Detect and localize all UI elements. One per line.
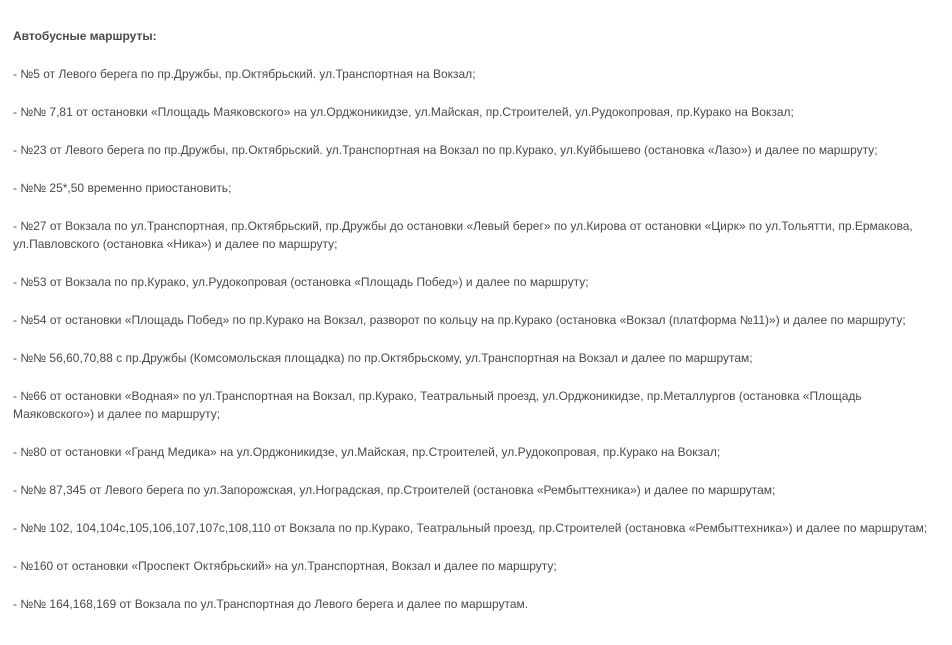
route-item: - №27 от Вокзала по ул.Транспортная, пр.Октябрьский, пр.Дружбы до остановки «Левый берег» по ул.Кирова от остановки «Цирк» по ул.Тольятти, пр.Ермакова, ул.Павловского (остановка «Ника») и далее по маршруту; [13,219,913,251]
route-item: - №№ 56,60,70,88 с пр.Дружбы (Комсомольская площадка) по пр.Октябрьскому, ул.Транспортная на Вокзал и далее по маршрутам; [13,351,753,365]
route-item: - №№ 87,345 от Левого берега по ул.Запорожская, ул.Ноградская, пр.Строителей (остановка «Рембыттехника») и далее по маршрутам; [13,483,776,497]
route-item: - №23 от Левого берега по пр.Дружбы, пр.Октябрьский. ул.Транспортная на Вокзал по пр.Курако, ул.Куйбышево (остановка «Лазо») и далее по маршруту; [13,143,878,157]
route-item: - №№ 102, 104,104с,105,106,107,107с,108,110 от Вокзала по пр.Курако, Театральный проезд, пр.Строителей (остановка «Рембыттехника») и далее по маршрутам; [13,521,928,535]
route-item: - №53 от Вокзала по пр.Курако, ул.Рудокопровая (остановка «Площадь Побед») и далее по маршруту; [13,275,589,289]
route-item: - №№ 164,168,169 от Вокзала по ул.Транспортная до Левого берега и далее по маршрутам. [13,597,529,611]
article-content [13,27,945,633]
route-item: - №5 от Левого берега по пр.Дружбы, пр.Октябрьский. ул.Транспортная на Вокзал; [13,67,476,81]
route-item: - №№ 25*,50 временно приостановить; [13,181,232,195]
route-item: - №№ 7,81 от остановки «Площадь Маяковского» на ул.Орджоникидзе, ул.Майская, пр.Строителей, ул.Рудокопровая, пр.Курако на Вокзал; [13,105,794,119]
route-item: - №54 от остановки «Площадь Побед» по пр.Курако на Вокзал, разворот по кольцу на пр.Курако (остановка «Вокзал (платформа №11)») и далее по маршруту; [13,313,906,327]
section-heading: Автобусные маршруты: [13,29,157,43]
route-item: - №66 от остановки «Водная» по ул.Транспортная на Вокзал, пр.Курако, Театральный проезд, ул.Орджоникидзе, пр.Металлургов (остановка «Площадь Маяковского») и далее по маршруту; [13,389,862,421]
route-item: - №80 от остановки «Гранд Медика» на ул.Орджоникидзе, ул.Майская, пр.Строителей, ул.Рудокопровая, пр.Курако на Вокзал; [13,445,721,459]
route-item: - №160 от остановки «Проспект Октябрьский» на ул.Транспортная, Вокзал и далее по маршруту; [13,559,557,573]
